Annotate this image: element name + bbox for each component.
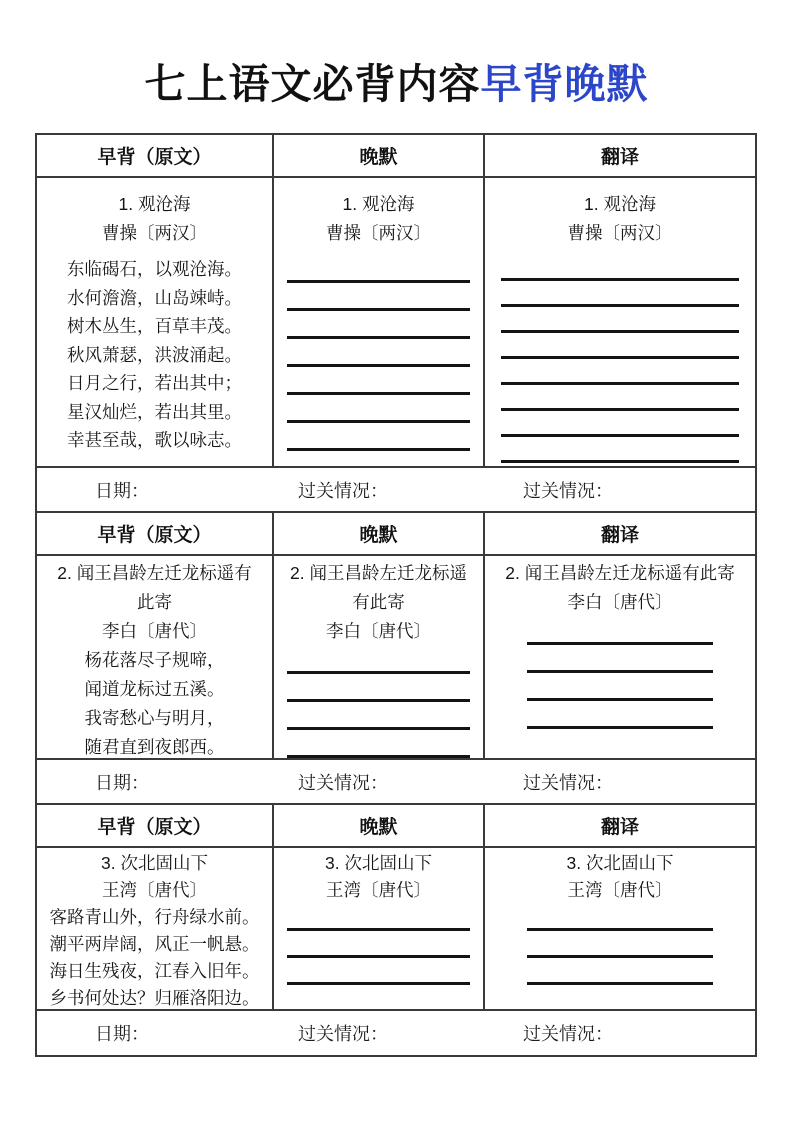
poem-author: 李白〔唐代〕 xyxy=(102,621,207,641)
poem-title: 3. 次北固山下 xyxy=(325,853,432,873)
pass-status-label: 过关情况： xyxy=(298,480,388,501)
answer-blank-line xyxy=(527,958,713,985)
answer-blank-line xyxy=(527,701,713,729)
answer-blank-line xyxy=(287,395,471,423)
poem-verse: 幸甚至哉，歌以咏志。 xyxy=(67,430,242,450)
answer-blank-line xyxy=(287,339,471,367)
column-header: 翻译 xyxy=(483,805,755,846)
poem-cell xyxy=(483,178,755,466)
poem-cell xyxy=(37,848,272,1009)
worksheet-section xyxy=(37,135,755,513)
poem-cell xyxy=(272,178,483,466)
poem-title: 1. 观沧海 xyxy=(118,194,191,214)
column-header: 早背（原文） xyxy=(97,817,212,838)
answer-blank-line xyxy=(287,423,471,451)
column-header: 晚默 xyxy=(272,805,483,846)
poem-cell xyxy=(272,848,483,1009)
answer-blank-line xyxy=(501,307,739,333)
poem-cell xyxy=(37,556,272,758)
poem-author: 王湾〔唐代〕 xyxy=(102,880,207,900)
poem-verse: 闻道龙标过五溪。 xyxy=(84,679,225,699)
answer-blank-line xyxy=(287,904,471,931)
answer-blank-line xyxy=(501,385,739,411)
answer-blanks xyxy=(274,904,483,1009)
answer-blanks xyxy=(274,255,483,451)
poem-author: 王湾〔唐代〕 xyxy=(567,880,673,900)
answer-blank-line xyxy=(501,333,739,359)
pass-status-label: 过关情况： xyxy=(523,480,613,501)
content-row xyxy=(37,848,755,1011)
answer-blank-line xyxy=(287,367,471,395)
poem-verse: 秋风萧瑟，洪波涌起。 xyxy=(67,344,242,365)
column-header: 晚默 xyxy=(272,513,483,554)
page-title-main: 七上语文必背内容 xyxy=(144,61,481,107)
poem-verse: 杨花落尽子规啼， xyxy=(84,650,225,670)
answer-blank-line xyxy=(287,646,471,674)
poem-verse: 我寄愁心与明月， xyxy=(84,708,225,728)
poem-title: 2. 闻王昌龄左迁龙标遥有 xyxy=(57,563,252,583)
poem-title: 1. 观沧海 xyxy=(342,194,415,214)
answer-blank-line xyxy=(527,904,713,931)
pass-status-label: 过关情况： xyxy=(523,1024,613,1044)
answer-blank-line xyxy=(287,958,471,985)
page-title-accent: 早背晚默 xyxy=(480,61,649,107)
answer-blank-line xyxy=(527,931,713,958)
column-header: 翻译 xyxy=(483,513,755,554)
poem-author: 李白〔唐代〕 xyxy=(567,592,673,612)
footer-row xyxy=(37,760,755,805)
answer-blank-line xyxy=(501,255,739,281)
answer-blank-line xyxy=(287,311,471,339)
column-header: 早背（原文） xyxy=(97,525,212,546)
answer-blanks xyxy=(274,646,483,758)
answer-blank-line xyxy=(287,255,471,283)
poem-verse: 树木丛生，百草丰茂。 xyxy=(67,316,242,336)
answer-blank-line xyxy=(501,437,739,463)
answer-blank-line xyxy=(287,702,471,730)
poem-title: 3. 次北固山下 xyxy=(101,853,208,873)
column-header: 晚默 xyxy=(272,135,483,176)
answer-blank-line xyxy=(527,645,713,673)
header-row xyxy=(37,135,755,178)
poem-author: 王湾〔唐代〕 xyxy=(326,880,431,900)
poem-cell xyxy=(483,556,755,758)
answer-blank-line xyxy=(287,674,471,702)
page-title xyxy=(0,60,793,108)
poem-cell xyxy=(483,848,755,1009)
poem-author: 曹操〔两汉〕 xyxy=(567,222,673,243)
poem-verse: 乡书何处达？归雁洛阳边。 xyxy=(49,988,260,1008)
poem-verse: 日月之行，若出其中； xyxy=(67,373,242,393)
content-row xyxy=(37,178,755,468)
pass-status-label: 过关情况： xyxy=(298,1024,388,1044)
answer-blanks xyxy=(485,617,755,729)
poem-title: 有此寄 xyxy=(352,592,405,612)
worksheet-table xyxy=(35,133,757,1057)
header-row xyxy=(37,513,755,556)
answer-blank-line xyxy=(287,931,471,958)
pass-status-label: 过关情况： xyxy=(298,772,388,793)
poem-verse: 东临碣石，以观沧海。 xyxy=(67,259,242,279)
answer-blank-line xyxy=(287,985,471,1009)
poem-title: 2. 闻王昌龄左迁龙标遥 xyxy=(290,563,467,583)
pass-status-label: 过关情况： xyxy=(523,772,613,793)
poem-verse: 潮平两岸阔，风正一帆悬。 xyxy=(49,934,260,954)
date-label: 日期： xyxy=(95,772,149,793)
worksheet-section xyxy=(37,805,755,1055)
footer-row xyxy=(37,1011,755,1055)
answer-blank-line xyxy=(501,281,739,307)
column-header: 早背（原文） xyxy=(97,147,212,168)
worksheet-section xyxy=(37,513,755,805)
answer-blank-line xyxy=(527,985,713,1009)
poem-title: 此寄 xyxy=(137,592,172,612)
poem-verse: 客路青山外，行舟绿水前。 xyxy=(49,907,260,927)
poem-author: 曹操〔两汉〕 xyxy=(102,222,207,243)
poem-verse: 海日生残夜，江春入旧年。 xyxy=(49,961,260,981)
poem-verse: 水何澹澹，山岛竦峙。 xyxy=(67,287,242,308)
answer-blanks xyxy=(485,255,755,463)
poem-verse: 星汉灿烂，若出其里。 xyxy=(67,401,242,422)
footer-row xyxy=(37,468,755,513)
answer-blank-line xyxy=(287,730,471,758)
poem-author: 李白〔唐代〕 xyxy=(326,621,431,641)
answer-blank-line xyxy=(501,411,739,437)
answer-blank-line xyxy=(527,673,713,701)
answer-blank-line xyxy=(287,283,471,311)
poem-cell xyxy=(272,556,483,758)
poem-cell xyxy=(37,178,272,466)
answer-blanks xyxy=(485,904,755,1009)
poem-title: 1. 观沧海 xyxy=(584,194,656,214)
date-label: 日期： xyxy=(95,480,149,501)
answer-blank-line xyxy=(501,359,739,385)
poem-author: 曹操〔两汉〕 xyxy=(326,222,431,243)
poem-title: 3. 次北固山下 xyxy=(566,853,674,873)
poem-title: 2. 闻王昌龄左迁龙标遥有此寄 xyxy=(505,563,735,583)
date-label: 日期： xyxy=(95,1024,149,1044)
header-row xyxy=(37,805,755,848)
poem-verse: 随君直到夜郎西。 xyxy=(84,737,225,757)
answer-blank-line xyxy=(527,617,713,645)
content-row xyxy=(37,556,755,760)
column-header: 翻译 xyxy=(483,135,755,176)
